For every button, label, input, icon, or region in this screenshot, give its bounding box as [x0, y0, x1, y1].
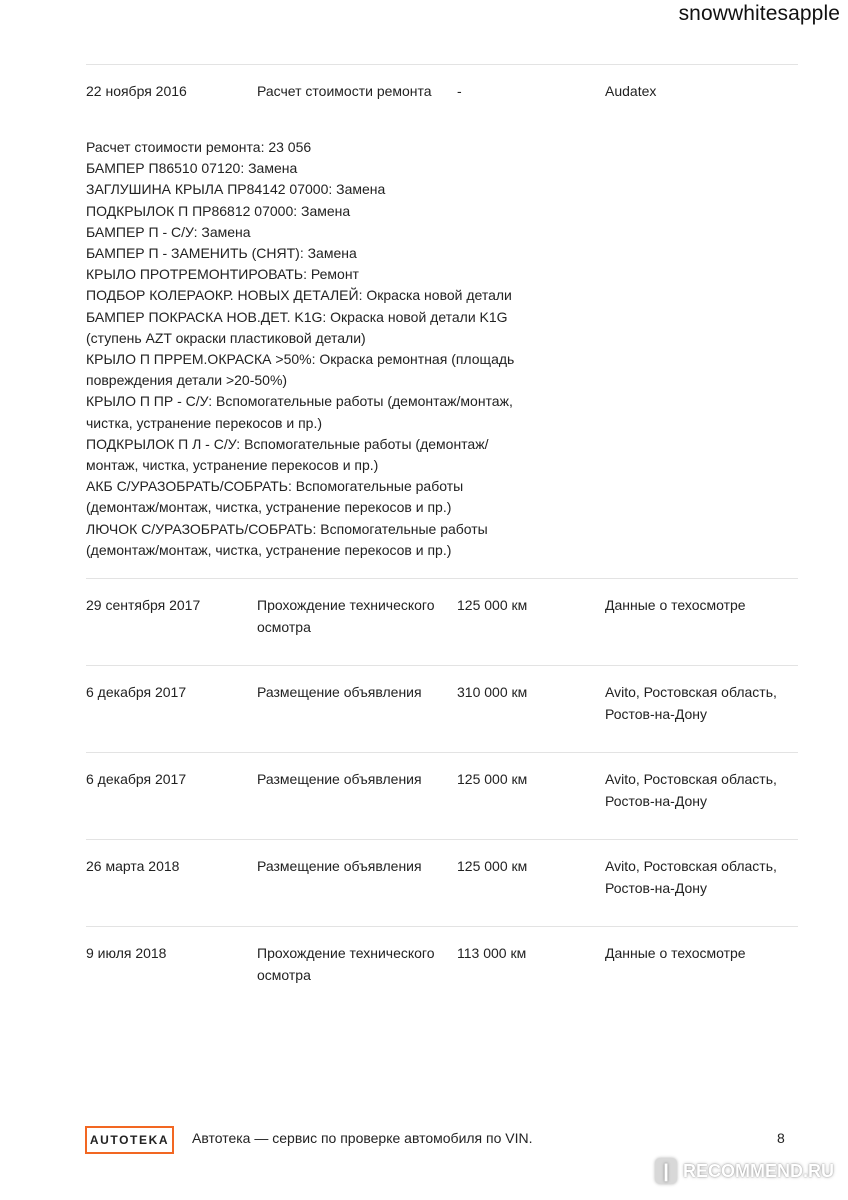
row-date: 6 декабря 2017 — [86, 684, 187, 700]
detail-line: монтаж, чистка, устранение перекосов и пр.) — [86, 457, 379, 474]
detail-line: БАМПЕР ПОКРАСКА НОВ.ДЕТ. K1G: Окраска новой детали K1G — [86, 308, 508, 325]
autoteka-logo: AUTOTEKA — [85, 1126, 174, 1154]
detail-line: чистка, устранение перекосов и пр.) — [86, 414, 323, 431]
row-event: Размещение объявления — [257, 684, 422, 700]
row-event: Размещение объявления — [257, 858, 422, 874]
row-date: 6 декабря 2017 — [86, 771, 187, 787]
row-mileage: - — [457, 83, 462, 99]
detail-line: повреждения детали >20-50%) — [86, 372, 288, 389]
table-divider — [86, 839, 798, 840]
recommend-watermark-text: RECOMMEND.RU — [683, 1160, 834, 1181]
detail-line: АКБ С/УРАЗОБРАТЬ/СОБРАТЬ: Вспомогательные работы — [86, 478, 464, 495]
row-source: Данные о техосмотре — [605, 597, 746, 613]
detail-line: БАМПЕР П86510 07120: Замена — [86, 160, 298, 177]
detail-line: (демонтаж/монтаж, чистка, устранение перекосов и пр.) — [86, 541, 452, 558]
page-footer — [0, 1124, 848, 1156]
row-date: 9 июля 2018 — [86, 945, 167, 961]
detail-line: (демонтаж/монтаж, чистка, устранение перекосов и пр.) — [86, 499, 452, 516]
row-source: Avito, Ростовская область, Ростов-на-Дону — [605, 771, 777, 809]
row-event: Прохождение технического осмотра — [257, 597, 435, 635]
table-divider — [86, 64, 798, 65]
recommend-watermark — [655, 1154, 834, 1188]
detail-line: Расчет стоимости ремонта: 23 056 — [86, 139, 312, 155]
detail-line: КРЫЛО ПРОТРЕМОНТИРОВАТЬ: Ремонт — [86, 266, 359, 283]
repair-details — [86, 137, 556, 561]
row-date: 26 марта 2018 — [86, 858, 180, 874]
detail-line: (ступень AZT окраски пластиковой детали) — [86, 329, 366, 346]
row-mileage: 125 000 км — [457, 771, 528, 787]
table-divider — [86, 752, 798, 753]
row-mileage: 310 000 км — [457, 684, 528, 700]
detail-line: ЛЮЧОК С/УРАЗОБРАТЬ/СОБРАТЬ: Вспомогательные работы — [86, 520, 488, 537]
row-event: Прохождение технического осмотра — [257, 945, 435, 983]
detail-line: ПОДКРЫЛОК П Л - С/У: Вспомогательные работы (демонтаж/ — [86, 435, 489, 452]
row-mileage: 125 000 км — [457, 858, 528, 874]
row-source: Avito, Ростовская область, Ростов-на-Дону — [605, 858, 777, 896]
row-mileage: 125 000 км — [457, 597, 528, 613]
page-number: 8 — [777, 1130, 785, 1146]
table-divider — [86, 665, 798, 666]
detail-line: КРЫЛО П ПР - С/У: Вспомогательные работы (демонтаж/монтаж, — [86, 393, 513, 410]
row-event: Размещение объявления — [257, 771, 422, 787]
row-source: Avito, Ростовская область, Ростов-на-Дону — [605, 684, 777, 722]
detail-line: БАМПЕР П - С/У: Замена — [86, 223, 251, 240]
recommend-logo-icon: ❙ — [655, 1158, 677, 1184]
footer-tagline: Автотека — сервис по проверке автомобиля по VIN. — [192, 1130, 533, 1146]
row-date: 29 сентября 2017 — [86, 597, 201, 613]
detail-line: ПОДКРЫЛОК П ПР86812 07000: Замена — [86, 202, 351, 219]
row-date: 22 ноября 2016 — [86, 83, 187, 99]
row-source: Данные о техосмотре — [605, 945, 746, 961]
row-source: Audatex — [605, 83, 657, 99]
detail-line: БАМПЕР П - ЗАМЕНИТЬ (СНЯТ): Замена — [86, 245, 357, 262]
detail-line: ЗАГЛУШИНА КРЫЛА ПР84142 07000: Замена — [86, 181, 386, 198]
detail-line: КРЫЛО П ПРРЕМ.ОКРАСКА >50%: Окраска ремонтная (площадь — [86, 351, 515, 368]
row-event: Расчет стоимости ремонта — [257, 83, 432, 99]
row-mileage: 113 000 км — [457, 945, 527, 961]
detail-line: ПОДБОР КОЛЕРАОКР. НОВЫХ ДЕТАЛЕЙ: Окраска новой детали — [86, 287, 512, 304]
table-divider — [86, 926, 798, 927]
table-divider — [86, 578, 798, 579]
watermark-username: snowwhitesapple — [678, 2, 840, 25]
